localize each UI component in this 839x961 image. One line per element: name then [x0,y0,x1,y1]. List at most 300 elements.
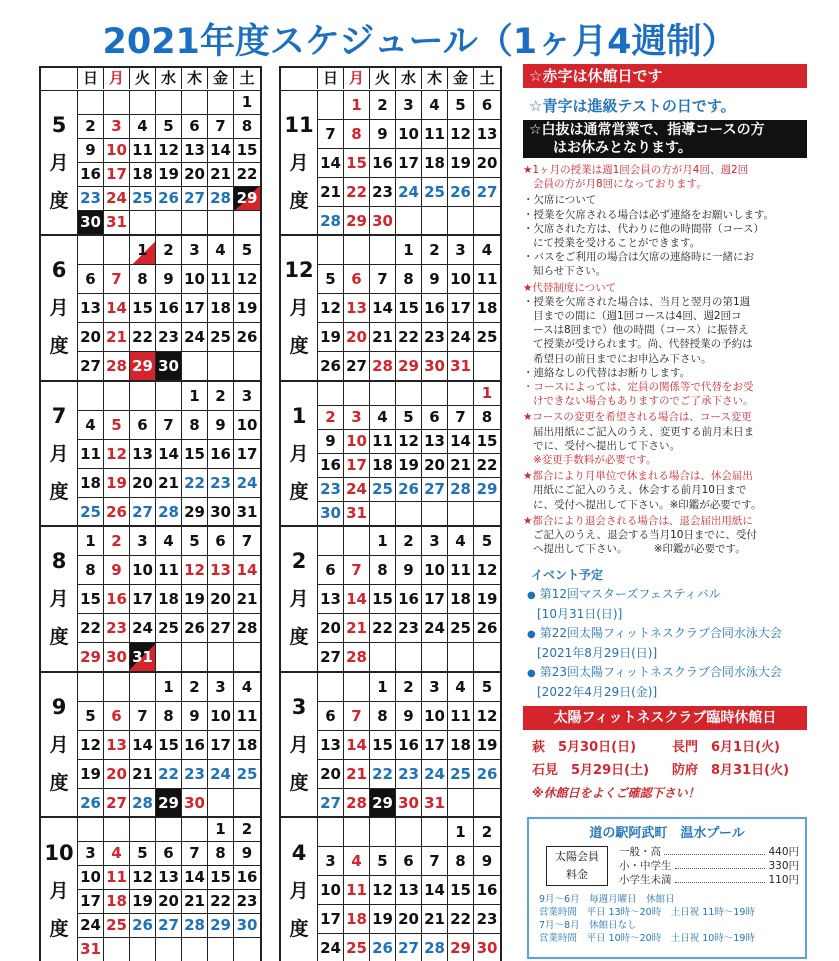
month-number: 11 [284,112,314,137]
day-cell: 6 [344,265,370,293]
empty-cell [474,207,500,235]
day-cell: 4 [130,115,156,138]
price-list [619,845,799,887]
month-label [281,382,318,525]
day-cell: 7 [208,115,234,138]
day-cell: 9 [156,265,182,293]
day-cell: 31 [78,938,104,961]
month-suffix: 月 [49,733,69,756]
empty-cell [344,818,370,846]
day-cell: 10 [182,265,208,293]
week-row [78,469,260,498]
day-cell: 15 [130,294,156,322]
day-cell: 11 [236,707,258,725]
day-cell: 17 [208,731,234,759]
day-cell: 5 [182,527,208,555]
day-cell: 8 [156,702,182,730]
empty-cell [422,502,448,525]
day-cell: 29 [130,352,156,380]
weekday-tue: 火 [130,68,156,89]
day-cell: 18 [448,585,474,613]
day-cell: 1 [78,527,104,555]
day-cell: 30 [476,939,498,957]
day-cell: 19 [396,454,422,477]
day-cell: 14 [370,294,396,322]
week-row [318,876,500,905]
empty-cell [318,527,344,555]
day-cell: 17 [104,163,130,186]
hours-line: 7月～8月 休館日なし [539,920,637,931]
day-cell: 28 [156,498,182,526]
day-cell: 12 [318,294,344,322]
event-date: [2021年8月29日(日)] [537,646,658,660]
note-line: 希望日の前日までにお申込み下さい。 [533,352,712,365]
month-block-9 [39,673,262,818]
day-cell: 31 [130,643,156,671]
day-cell: 20 [156,890,182,913]
month-number: 8 [51,549,67,573]
day-cell: 8 [182,411,208,439]
week-row [318,905,500,934]
day-cell: 27 [396,934,422,961]
price-row [619,845,799,859]
month-suffix: 月 [49,151,69,174]
day-cell: 10 [130,556,156,584]
empty-cell [130,818,156,841]
day-cell: 20 [78,323,104,351]
month-number: 2 [291,549,307,573]
week-row [78,187,260,211]
day-cell: 24 [130,614,156,642]
event-date: [2022年4月29日(金)] [537,685,658,699]
day-cell: 26 [476,619,498,637]
day-cell: 11 [448,556,474,584]
empty-cell [156,818,182,841]
note-substitute [523,281,807,409]
day-cell: 24 [422,614,448,642]
day-cell: 19 [78,760,104,788]
day-cell: 11 [78,440,104,468]
day-cell: 26 [78,789,104,817]
week-row [318,265,500,294]
day-cell: 21 [344,614,370,642]
day-cell: 2 [241,820,253,838]
day-cell: 2 [156,236,182,264]
day-cell: 14 [236,561,258,579]
empty-cell [208,643,234,671]
day-cell: 13 [422,430,448,453]
day-cell: 8 [130,265,156,293]
weekday-mon: 月 [104,68,130,89]
day-cell: 6 [208,527,234,555]
week-row [78,585,260,614]
day-cell: 15 [448,876,474,904]
day-cell: 11 [370,430,396,453]
day-cell: 23 [104,614,130,642]
day-cell: 1 [481,384,493,402]
day-cell: 12 [104,440,130,468]
empty-cell [474,502,500,525]
day-cell: 24 [344,478,370,501]
month-suffix: 月 [49,442,69,465]
hours-line: 営業時間 平日 13時～20時 土日祝 11時～19時 [539,907,755,918]
day-cell: 15 [78,585,104,613]
day-cell: 14 [104,294,130,322]
week-rows [78,91,260,234]
weekday-sat: 土 [479,69,495,87]
day-cell: 29 [370,789,396,817]
empty-cell [182,818,208,841]
day-cell: 30 [182,789,208,817]
empty-cell [78,91,104,114]
day-cell: 12 [156,139,182,162]
day-cell: 21 [156,469,182,497]
day-cell: 3 [130,527,156,555]
nendo-suffix: 度 [49,771,69,794]
legend-black [523,120,807,158]
day-cell: 21 [104,323,130,351]
empty-cell [370,382,396,405]
day-cell: 12 [396,430,422,453]
note-line: でに、受付へ提出して下さい。 [533,439,680,452]
month-label [41,91,78,234]
day-cell: 15 [208,866,234,889]
week-row [78,842,260,866]
price-value: 330円 [768,860,799,872]
day-cell: 13 [78,294,104,322]
price-value: 440円 [768,846,799,858]
day-cell: 24 [422,760,448,788]
day-cell: 18 [104,890,130,913]
empty-cell [208,938,234,961]
day-cell: 28 [104,352,130,380]
pool-info-box [527,817,807,959]
day-cell: 25 [448,614,474,642]
week-row [318,178,500,207]
note-line: へ提出して下さい。 ※印鑑が必要です。 [533,543,746,556]
day-cell: 14 [156,440,182,468]
day-cell: 2 [396,673,422,701]
weekday-header-right [279,66,502,91]
day-cell: 20 [396,905,422,933]
month-block-10 [39,818,262,961]
day-cell: 5 [156,115,182,138]
day-cell: 19 [448,149,474,177]
day-cell: 4 [344,847,370,875]
week-row [318,149,500,178]
empty-cell [156,643,182,671]
month-number: 1 [291,403,307,428]
day-cell: 21 [130,760,156,788]
note-line: ★コースの変更を希望される場合は、コース変更 [523,411,752,424]
day-cell: 13 [130,440,156,468]
day-cell: 22 [130,323,156,351]
empty-cell [344,236,370,264]
day-cell: 27 [422,478,448,501]
day-cell: 26 [236,328,258,346]
month-label [281,91,318,234]
day-cell: 26 [182,614,208,642]
day-cell: 16 [104,585,130,613]
day-cell: 14 [422,876,448,904]
day-cell: 7 [422,847,448,875]
week-row [78,265,260,294]
day-cell: 10 [318,876,344,904]
day-cell: 1 [370,527,396,555]
day-cell: 3 [422,527,448,555]
day-cell: 2 [182,673,208,701]
day-cell: 15 [344,149,370,177]
weekday-fri: 金 [208,68,234,89]
day-cell: 18 [448,731,474,759]
day-cell: 10 [448,265,474,293]
day-cell: 23 [476,910,498,928]
day-cell: 22 [448,905,474,933]
legend-blue: ☆青字は進級テストの日です。 [529,97,736,115]
day-cell: 22 [370,614,396,642]
day-cell: 16 [156,294,182,322]
week-row [318,294,500,323]
day-cell: 14 [448,430,474,453]
day-cell: 20 [130,469,156,497]
day-cell: 1 [182,382,208,410]
empty-cell [182,643,208,671]
day-cell: 9 [241,844,253,862]
day-cell: 3 [182,236,208,264]
empty-cell [130,91,156,114]
day-cell: 14 [344,731,370,759]
week-row [318,556,500,585]
day-cell: 17 [344,454,370,477]
note-line: ※変更手数料が必要です。 [533,454,657,467]
day-cell: 15 [370,585,396,613]
day-cell: 16 [422,294,448,322]
day-cell: 14 [182,866,208,889]
empty-cell [182,91,208,114]
month-block-4 [279,818,502,961]
day-cell: 6 [78,265,104,293]
day-cell: 30 [156,352,182,380]
week-row [318,120,500,149]
empty-cell [104,818,130,841]
empty-cell [234,352,260,380]
empty-cell [448,207,474,235]
day-cell: 4 [78,411,104,439]
note-heading: ★代替制度について [523,281,617,294]
day-cell: 6 [318,702,344,730]
empty-cell [422,643,448,671]
day-cell: 25 [236,765,258,783]
day-cell: 13 [182,139,208,162]
day-cell: 30 [422,352,448,380]
day-cell: 5 [370,847,396,875]
note-line: 届出用紙にご記入のうえ、変更する前月末日ま [533,425,755,438]
day-cell: 25 [476,328,498,346]
day-cell: 22 [78,614,104,642]
month-suffix: 月 [289,879,309,902]
week-row [318,847,500,876]
day-cell: 7 [156,411,182,439]
day-cell: 4 [208,236,234,264]
day-cell: 2 [370,91,396,119]
month-number: 10 [44,840,74,865]
week-row [318,702,500,731]
month-block-7 [39,382,262,527]
closure-item: 防府 8月31日(火) [672,763,790,778]
event-date: [10月31日(日)] [537,607,623,621]
day-cell: 17 [422,585,448,613]
day-cell: 26 [476,765,498,783]
month-label [41,236,78,380]
note-line: ★1ヶ月の授業は週1回会員の方が月4回、週2回 [523,164,749,176]
day-cell: 23 [318,478,344,501]
day-cell: 18 [78,469,104,497]
day-cell: 26 [448,178,474,206]
day-cell: 9 [208,411,234,439]
nendo-suffix: 度 [289,626,309,648]
week-rows [318,527,500,671]
nendo-suffix: 度 [49,189,69,212]
day-cell: 25 [104,914,130,937]
day-cell: 7 [370,265,396,293]
day-cell: 20 [318,760,344,788]
week-row [78,498,260,526]
day-cell: 5 [481,678,493,696]
day-cell: 3 [241,387,253,405]
empty-cell [156,382,182,410]
week-rows [78,673,260,816]
day-cell: 9 [396,556,422,584]
day-cell: 2 [422,236,448,264]
day-cell: 7 [182,842,208,865]
day-cell: 30 [370,207,396,235]
day-cell: 24 [182,323,208,351]
day-cell: 20 [182,163,208,186]
month-label [41,673,78,816]
day-cell: 12 [78,731,104,759]
empty-cell [370,643,396,671]
legend-black-line1: ☆白抜は通常営業で、指導コースの方 [529,122,765,138]
nendo-suffix: 度 [289,335,309,357]
week-rows [318,91,500,234]
header-corner [281,68,318,89]
note-line: て授業が受けられます。尚、代替授業の予約は [533,338,753,351]
empty-cell [234,789,260,817]
note-line: ・バスをご利用の場合は欠席の連絡時に一緒にお [523,251,754,264]
day-cell: 25 [156,614,182,642]
day-cell: 30 [208,498,234,526]
day-cell: 21 [208,163,234,186]
day-cell: 8 [344,120,370,148]
closure-note: ※休館日をよくご確認下さい！ [532,786,700,800]
week-row [78,760,260,789]
day-cell: 24 [208,760,234,788]
day-cell: 2 [481,823,493,841]
month-suffix: 月 [289,297,309,319]
week-row [318,502,500,525]
day-cell: 3 [318,847,344,875]
week-rows [318,236,500,380]
day-cell: 25 [130,187,156,210]
day-cell: 10 [422,702,448,730]
empty-cell [78,382,104,410]
day-cell: 21 [370,323,396,351]
notes-section [523,163,807,558]
empty-cell [396,207,422,235]
nendo-suffix: 度 [289,189,309,212]
week-rows [318,382,500,525]
day-cell: 3 [104,115,130,138]
day-cell: 23 [370,178,396,206]
price-row [619,873,799,887]
week-row [78,527,260,556]
day-cell: 20 [104,760,130,788]
empty-cell [396,382,422,405]
day-cell: 10 [208,702,234,730]
day-cell: 5 [104,411,130,439]
day-cell: 14 [344,585,370,613]
day-cell: 17 [78,890,104,913]
closure-header: 太陽フィットネスクラブ臨時休館日 [523,706,807,730]
empty-cell [104,236,130,264]
day-cell: 21 [344,760,370,788]
day-cell: 3 [344,406,370,429]
day-cell: 25 [422,178,448,206]
week-row [318,406,500,430]
day-cell: 29 [396,352,422,380]
day-cell: 24 [236,474,258,492]
day-cell: 27 [476,183,498,201]
day-cell: 1 [208,818,234,841]
nendo-suffix: 度 [49,917,69,940]
events-header: イベント予定 [531,568,604,582]
month-suffix: 月 [289,733,309,756]
pool-hours [539,893,805,945]
day-cell: 1 [448,818,474,846]
day-cell: 17 [396,149,422,177]
header-corner [41,68,78,89]
day-cell: 9 [396,702,422,730]
week-row [318,323,500,352]
day-cell: 25 [448,760,474,788]
member-label-line: 料金 [566,868,588,881]
day-cell: 19 [236,299,258,317]
day-cell: 13 [156,866,182,889]
day-cell: 29 [344,207,370,235]
empty-cell [474,789,500,817]
day-cell: 1 [344,91,370,119]
empty-cell [208,789,234,817]
month-label [41,818,78,961]
day-cell: 11 [104,866,130,889]
empty-cell [370,818,396,846]
day-cell: 1 [130,236,156,264]
day-cell: 16 [396,585,422,613]
month-label [281,818,318,961]
day-cell: 31 [236,503,258,521]
day-cell: 31 [448,352,474,380]
week-row [78,938,260,961]
day-cell: 29 [156,789,182,817]
closure-row [532,736,812,759]
day-cell: 12 [182,556,208,584]
day-cell: 19 [104,469,130,497]
day-cell: 5 [78,702,104,730]
week-row [78,866,260,890]
note-line: にて授業を受けることができます。 [533,237,701,250]
day-cell: 2 [396,527,422,555]
week-rows [78,818,260,961]
